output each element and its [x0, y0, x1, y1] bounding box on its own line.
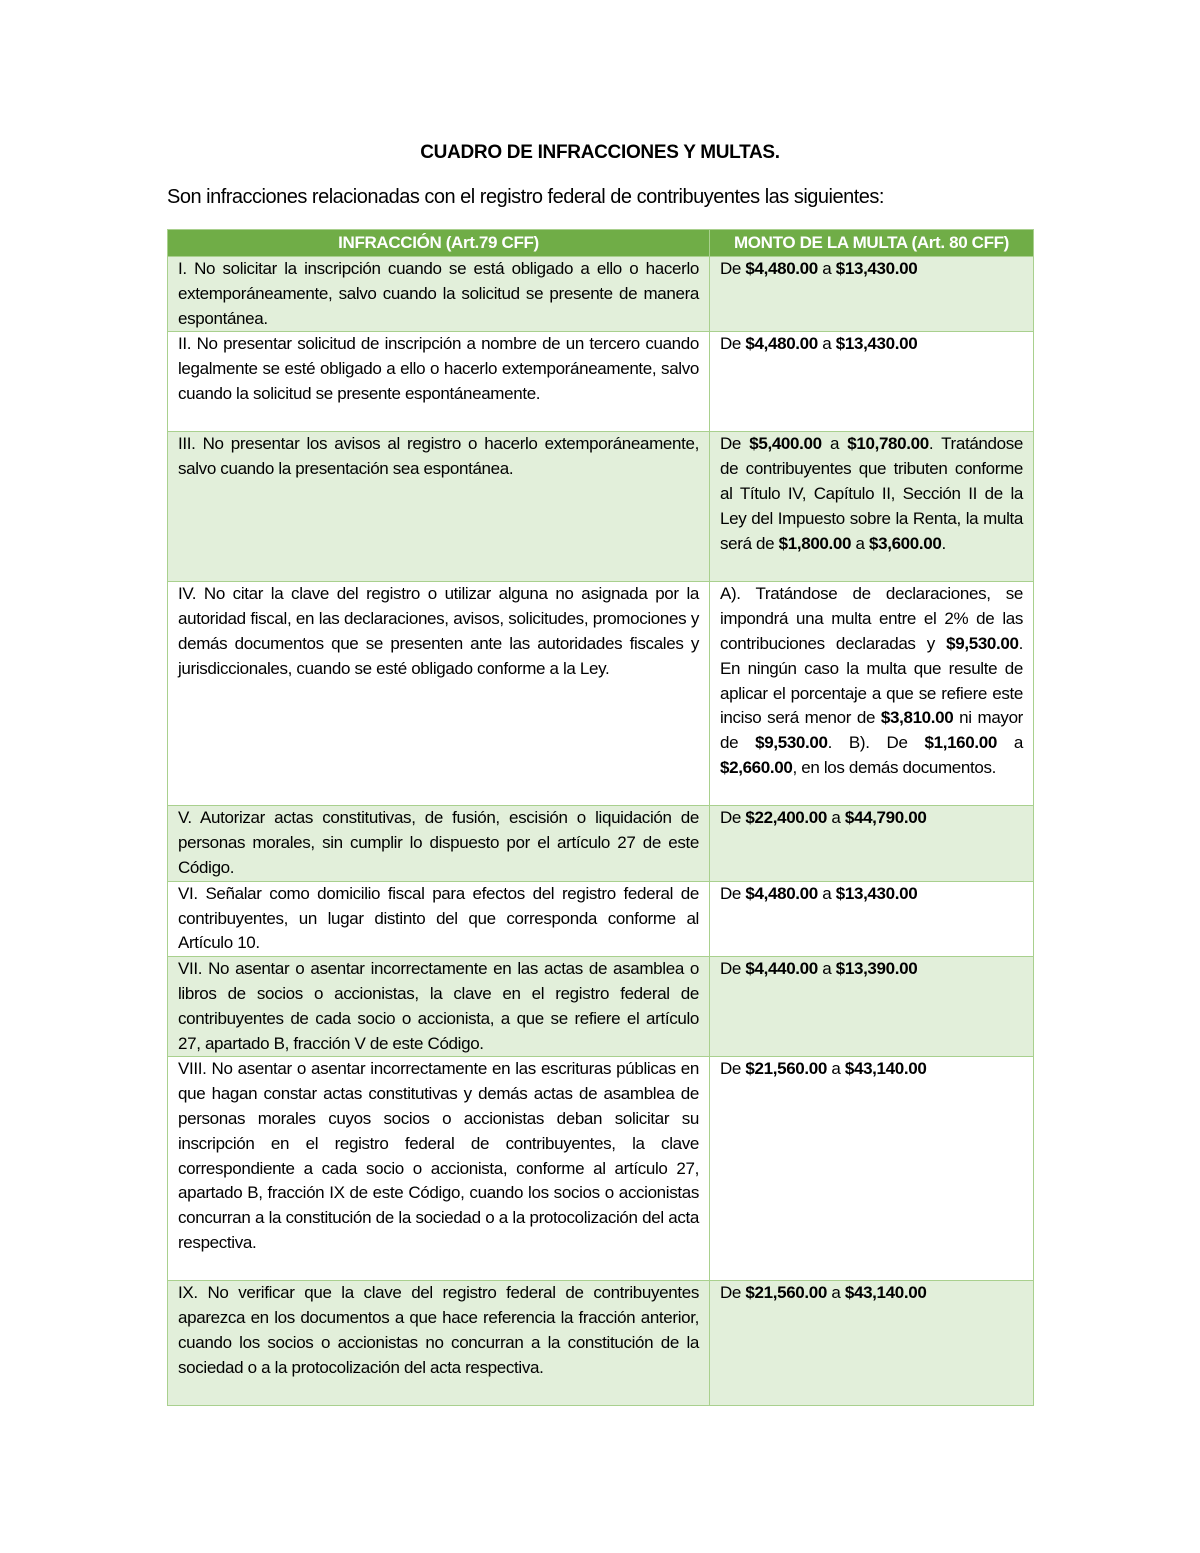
infraction-cell: IX. No verificar que la clave del registro federal de contribuyentes aparezca en los documentos a que hace referencia la fracción anterior, cuando los socios o accionistas no concurran a la constitución de la sociedad o a la protocolización del acta respectiva.	[168, 1281, 710, 1406]
infraction-cell: V. Autorizar actas constitutivas, de fusión, escisión o liquidación de personas morales, sin cumplir lo dispuesto por el artículo 27 de este Código.	[168, 806, 710, 881]
table-row	[168, 881, 1034, 956]
fine-cell: De $22,400.00 a $44,790.00	[710, 806, 1034, 881]
fine-amount: $5,400.00	[749, 434, 822, 454]
header-fine-amount: MONTO DE LA MULTA (Art. 80 CFF)	[710, 230, 1034, 257]
table-row	[168, 582, 1034, 806]
fine-cell: De $4,480.00 a $13,430.00	[710, 257, 1034, 332]
intro-paragraph: Son infracciones relacionadas con el registro federal de contribuyentes las siguientes:	[167, 186, 884, 208]
table-row	[168, 332, 1034, 432]
fine-amount: $4,480.00	[745, 334, 818, 354]
fine-cell: De $5,400.00 a $10,780.00. Tratándose de contribuyentes que tributen conforme al Título IV, Capítulo II, Sección II de la Ley del Impuesto sobre la Renta, la multa será de $1,800.00 a $3,600.00.	[710, 432, 1034, 582]
fine-amount: $13,430.00	[835, 334, 918, 354]
table-row	[168, 432, 1034, 582]
infractions-table	[167, 229, 1034, 1406]
fine-cell: De $4,440.00 a $13,390.00	[710, 957, 1034, 1057]
table-row	[168, 1057, 1034, 1281]
fine-cell: De $4,480.00 a $13,430.00	[710, 332, 1034, 432]
infraction-cell: VII. No asentar o asentar incorrectamente en las actas de asamblea o libros de socios o accionistas, la clave en el registro federal de contribuyentes de cada socio o accionista, a que se refiere el artículo 27, apartado B, fracción V de este Código.	[168, 957, 710, 1057]
table-row	[168, 257, 1034, 332]
fine-amount: $2,660.00	[720, 757, 793, 777]
infraction-cell: I. No solicitar la inscripción cuando se está obligado a ello o hacerlo extemporáneamente, salvo cuando la solicitud se presente de manera espontánea.	[168, 257, 710, 332]
infraction-cell: VIII. No asentar o asentar incorrectamente en las escrituras públicas en que hagan constar actas constitutivas y demás actas de asamblea de personas morales cuyos socios o accionistas deban solicitar su inscripción en el registro federal de contribuyentes, la clave correspondiente a cada socio o accionista, conforme al artículo 27, apartado B, fracción IX de este Código, cuando los socios o accionistas concurran a la constitución de la sociedad o a la protocolización del acta respectiva.	[168, 1057, 710, 1281]
header-infraction: INFRACCIÓN (Art.79 CFF)	[168, 230, 710, 257]
infraction-cell: IV. No citar la clave del registro o utilizar alguna no asignada por la autoridad fiscal, en las declaraciones, avisos, solicitudes, promociones y demás documentos que se presenten ante las autoridades fiscales y jurisdiccionales, cuando se esté obligado conforme a la Ley.	[168, 582, 710, 806]
fine-amount: $43,140.00	[844, 1059, 927, 1079]
infraction-cell: III. No presentar los avisos al registro o hacerlo extemporáneamente, salvo cuando la presentación sea espontánea.	[168, 432, 710, 582]
table-row	[168, 806, 1034, 881]
fine-amount: $10,780.00	[847, 434, 929, 454]
fine-cell: De $21,560.00 a $43,140.00	[710, 1281, 1034, 1406]
fine-amount: $3,810.00	[880, 708, 954, 728]
fine-amount: $1,160.00	[924, 733, 997, 753]
fine-cell: A). Tratándose de declaraciones, se impondrá una multa entre el 2% de las contribuciones declaradas y $9,530.00. En ningún caso la multa que resulte de aplicar el porcentaje a que se refiere este inciso será menor de $3,810.00 ni mayor de $9,530.00. B). De $1,160.00 a $2,660.00, en los demás documentos.	[710, 582, 1034, 806]
fine-amount: $22,400.00	[745, 808, 827, 828]
fine-amount: $13,430.00	[835, 259, 918, 278]
infraction-cell: VI. Señalar como domicilio fiscal para efectos del registro federal de contribuyentes, un lugar distinto del que corresponda conforme al Artículo 10.	[168, 881, 710, 956]
fine-amount: $4,480.00	[745, 883, 818, 903]
fine-amount: $44,790.00	[844, 808, 927, 828]
fine-amount: $21,560.00	[745, 1283, 827, 1303]
fine-amount: $9,530.00	[755, 733, 828, 753]
infraction-cell: II. No presentar solicitud de inscripción a nombre de un tercero cuando legalmente se esté obligado a ello o hacerlo extemporáneamente, salvo cuando la solicitud se presente espontáneamente.	[168, 332, 710, 432]
fine-amount: $43,140.00	[844, 1283, 927, 1303]
fine-cell: De $21,560.00 a $43,140.00	[710, 1057, 1034, 1281]
fine-cell: De $4,480.00 a $13,430.00	[710, 881, 1034, 956]
fine-amount: $13,430.00	[835, 883, 918, 903]
fine-amount: $1,800.00	[778, 533, 852, 553]
table-row	[168, 1281, 1034, 1406]
table-header-row	[168, 230, 1034, 257]
fine-amount: $4,440.00	[745, 959, 818, 979]
fine-amount: $13,390.00	[835, 959, 918, 979]
page-title: CUADRO DE INFRACCIONES Y MULTAS.	[420, 142, 780, 163]
fine-amount: $4,480.00	[745, 259, 818, 278]
fine-amount: $9,530.00	[946, 633, 1019, 653]
table-row	[168, 957, 1034, 1057]
fine-amount: $3,600.00	[868, 533, 942, 553]
fine-amount: $21,560.00	[745, 1059, 827, 1079]
